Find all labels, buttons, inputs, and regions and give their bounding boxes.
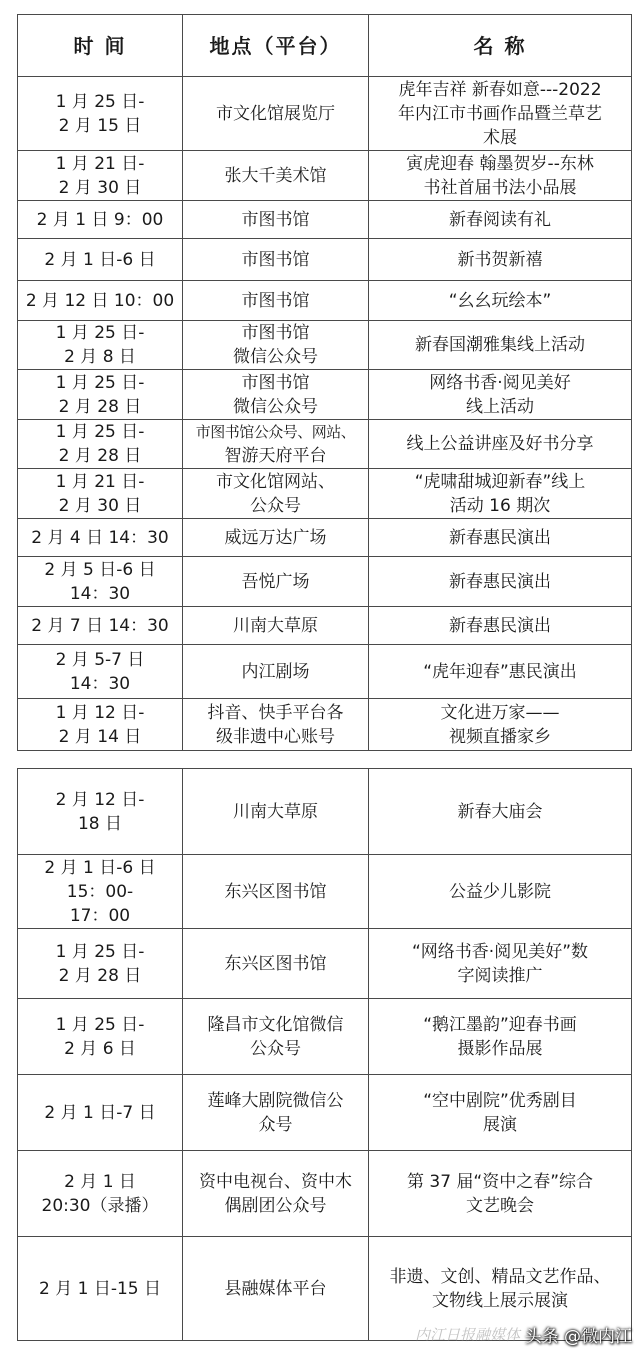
- cell-line: 资中电视台、资中木: [199, 1171, 352, 1192]
- cell-place: [183, 519, 369, 557]
- cell-line: 14：30: [69, 583, 131, 604]
- header-time: 时 间: [18, 15, 183, 77]
- cell-line: 2 月 28 日: [58, 396, 142, 417]
- cell-place: [183, 420, 369, 469]
- table-row: [18, 557, 632, 607]
- cell-line: 川南大草原: [233, 615, 318, 636]
- cell-place: [183, 557, 369, 607]
- cell-line: 2 月 1 日-7 日: [44, 1102, 156, 1123]
- cell-line: 20:30（录播）: [41, 1195, 159, 1216]
- cell-line: 众号: [258, 1114, 293, 1135]
- cell-name: [369, 201, 632, 239]
- cell-line: 2 月 1 日-6 日: [44, 857, 156, 878]
- cell-line: 2 月 12 日-: [55, 789, 145, 810]
- cell-line: 新春阅读有礼: [449, 209, 551, 230]
- table-row: [18, 201, 632, 239]
- cell-line: 文化进万家——: [440, 702, 560, 723]
- cell-place: [183, 1151, 369, 1237]
- cell-line: 新春惠民演出: [449, 527, 551, 548]
- cell-name: [369, 855, 632, 929]
- cell-name: [369, 469, 632, 519]
- cell-time: [18, 420, 183, 469]
- cell-line: 2 月 12 日 10：00: [25, 290, 175, 311]
- cell-name: [369, 321, 632, 370]
- cell-time: [18, 1075, 183, 1151]
- cell-place: [183, 769, 369, 855]
- cell-line: 摄影作品展: [457, 1038, 543, 1059]
- cell-name: [369, 239, 632, 281]
- cell-line: 17：00: [69, 905, 131, 926]
- events-table-2: [17, 768, 632, 1341]
- header-place: 地点（平台）: [183, 15, 369, 77]
- cell-name: [369, 999, 632, 1075]
- cell-time: [18, 281, 183, 321]
- cell-line: 2 月 6 日: [64, 1038, 136, 1059]
- cell-line: 微信公众号: [233, 347, 318, 367]
- cell-name: [369, 370, 632, 420]
- cell-line: 2 月 8 日: [64, 347, 136, 367]
- cell-line: 1 月 21 日-: [55, 471, 145, 492]
- table-row: [18, 469, 632, 519]
- cell-time: [18, 1237, 183, 1341]
- cell-line: 2 月 28 日: [58, 965, 142, 986]
- cell-line: 展演: [483, 1114, 517, 1135]
- cell-place: [183, 607, 369, 645]
- cell-line: 2 月 15 日: [58, 115, 142, 136]
- cell-line: 威远万达广场: [224, 527, 327, 548]
- cell-line: 1 月 25 日-: [55, 1014, 145, 1035]
- cell-time: [18, 929, 183, 999]
- cell-line: 张大千美术馆: [224, 165, 327, 186]
- cell-time: [18, 201, 183, 239]
- cell-line: 线上公益讲座及好书分享: [406, 434, 594, 454]
- cell-line: “虎年迎春”惠民演出: [423, 661, 577, 682]
- cell-line: 2 月 4 日 14：30: [31, 527, 169, 548]
- table-row: [18, 519, 632, 557]
- table-row: [18, 370, 632, 420]
- cell-line: 市图书馆: [241, 372, 310, 393]
- cell-line: 2 月 30 日: [58, 177, 142, 198]
- table-row: [18, 607, 632, 645]
- cell-place: [183, 999, 369, 1075]
- cell-line: 第 37 届“资中之春”综合: [406, 1171, 594, 1192]
- cell-line: 2 月 14 日: [58, 726, 142, 747]
- cell-time: [18, 239, 183, 281]
- cell-place: [183, 929, 369, 999]
- cell-time: [18, 370, 183, 420]
- cell-line: 微信公众号: [233, 396, 318, 417]
- cell-line: 18 日: [77, 813, 123, 834]
- cell-line: 吾悦广场: [241, 571, 310, 592]
- cell-line: 2 月 7 日 14：30: [31, 615, 169, 636]
- cell-line: 新春大庙会: [457, 801, 543, 822]
- cell-line: 隆昌市文化馆微信: [207, 1014, 344, 1035]
- cell-line: “网络书香·阅见美好”数: [411, 941, 589, 962]
- cell-place: [183, 469, 369, 519]
- cell-line: “幺幺玩绘本”: [448, 290, 552, 311]
- table-row: [18, 855, 632, 929]
- cell-line: 市文化馆网站、: [216, 471, 335, 492]
- cell-line: 智游天府平台: [224, 446, 327, 466]
- cell-line: “虎啸甜城迎新春”线上: [414, 471, 586, 492]
- cell-line: 内江剧场: [241, 661, 310, 682]
- cell-place: [183, 1237, 369, 1341]
- cell-time: [18, 855, 183, 929]
- cell-line: 年内江市书画作品暨兰草艺: [398, 103, 602, 124]
- cell-line: 市文化馆展览厅: [216, 103, 335, 124]
- cell-line: 活动 16 期次: [449, 495, 551, 516]
- cell-line: 新春惠民演出: [449, 571, 551, 592]
- table-row: [18, 321, 632, 370]
- cell-name: [369, 1075, 632, 1151]
- cell-name: [369, 519, 632, 557]
- cell-name: [369, 929, 632, 999]
- cell-line: 1 月 25 日-: [55, 323, 145, 343]
- cell-name: [369, 557, 632, 607]
- table-row: [18, 151, 632, 201]
- cell-time: [18, 645, 183, 699]
- watermark-label: 头条 @微内江: [524, 1327, 632, 1347]
- cell-line: 字阅读推广: [457, 965, 543, 986]
- table-2-body: [18, 769, 632, 1341]
- cell-line: 级非遗中心账号: [216, 726, 335, 747]
- cell-place: [183, 281, 369, 321]
- cell-time: [18, 519, 183, 557]
- cell-line: 东兴区图书馆: [224, 953, 327, 974]
- cell-place: [183, 201, 369, 239]
- table-row: [18, 1151, 632, 1237]
- cell-place: [183, 855, 369, 929]
- table-row: [18, 239, 632, 281]
- cell-time: [18, 769, 183, 855]
- cell-place: [183, 321, 369, 370]
- cell-time: [18, 151, 183, 201]
- cell-line: 1 月 21 日-: [55, 153, 145, 174]
- cell-line: 书社首届书法小品展: [423, 177, 577, 198]
- cell-time: [18, 321, 183, 370]
- cell-place: [183, 151, 369, 201]
- header-row: [18, 15, 632, 77]
- cell-name: [369, 769, 632, 855]
- cell-line: 县融媒体平台: [224, 1278, 327, 1299]
- cell-line: “空中剧院”优秀剧目: [423, 1090, 577, 1111]
- table-row: [18, 420, 632, 469]
- cell-place: [183, 1075, 369, 1151]
- cell-name: [369, 420, 632, 469]
- cell-time: [18, 1151, 183, 1237]
- cell-name: [369, 699, 632, 751]
- table-row: [18, 645, 632, 699]
- cell-line: 寅虎迎春 翰墨贺岁--东林: [406, 153, 594, 174]
- cell-time: [18, 77, 183, 151]
- table-1-body: [18, 77, 632, 751]
- cell-time: [18, 999, 183, 1075]
- cell-line: 公众号: [250, 495, 301, 516]
- cell-line: 14：30: [69, 673, 131, 694]
- cell-line: 视频直播家乡: [449, 726, 551, 747]
- cell-name: [369, 607, 632, 645]
- watermark-faint: 内江日报融媒体: [414, 1326, 520, 1344]
- cell-name: [369, 77, 632, 151]
- cell-time: [18, 699, 183, 751]
- cell-line: 市图书馆公众号、网站、: [195, 423, 356, 441]
- cell-time: [18, 607, 183, 645]
- cell-line: 1 月 25 日-: [55, 91, 145, 112]
- cell-line: 1 月 25 日-: [55, 372, 145, 393]
- cell-name: [369, 281, 632, 321]
- cell-line: 2 月 1 日: [64, 1171, 136, 1192]
- cell-line: 东兴区图书馆: [224, 881, 327, 902]
- cell-line: “鹅江墨韵”迎春书画: [423, 1014, 577, 1035]
- cell-line: 1 月 25 日-: [55, 941, 145, 962]
- cell-line: 2 月 30 日: [58, 495, 142, 516]
- cell-line: 非遗、文创、精品文艺作品、: [389, 1266, 611, 1287]
- events-table-1: [17, 14, 632, 751]
- cell-line: 2 月 5-7 日: [55, 649, 145, 670]
- cell-name: [369, 151, 632, 201]
- cell-line: 2 月 1 日-6 日: [44, 249, 156, 270]
- table-row: [18, 769, 632, 855]
- cell-place: [183, 239, 369, 281]
- header-name: 名 称: [369, 15, 632, 77]
- table-row: [18, 999, 632, 1075]
- cell-line: 市图书馆: [241, 209, 310, 230]
- cell-line: 川南大草原: [233, 801, 318, 822]
- cell-place: [183, 645, 369, 699]
- cell-line: 公益少儿影院: [449, 881, 551, 902]
- cell-place: [183, 370, 369, 420]
- cell-name: [369, 1151, 632, 1237]
- cell-time: [18, 557, 183, 607]
- cell-line: 2 月 1 日 9：00: [36, 209, 164, 230]
- cell-line: 术展: [483, 127, 517, 148]
- cell-line: 虎年吉祥 新春如意---2022: [398, 79, 602, 100]
- cell-name: [369, 645, 632, 699]
- table-row: [18, 281, 632, 321]
- cell-line: 1 月 12 日-: [55, 702, 145, 723]
- table-row: [18, 1075, 632, 1151]
- cell-line: 公众号: [250, 1038, 301, 1059]
- cell-line: 市图书馆: [241, 323, 310, 343]
- cell-place: [183, 77, 369, 151]
- cell-line: 新春国潮雅集线上活动: [415, 335, 585, 355]
- cell-line: 文物线上展示展演: [432, 1290, 568, 1311]
- cell-line: 抖音、快手平台各: [207, 702, 344, 723]
- cell-line: 2 月 1 日-15 日: [38, 1278, 161, 1299]
- cell-line: 线上活动: [466, 396, 534, 417]
- table-row: [18, 699, 632, 751]
- cell-line: 文艺晚会: [466, 1195, 534, 1216]
- cell-line: 1 月 25 日-: [55, 422, 145, 442]
- table-row: [18, 77, 632, 151]
- cell-line: 市图书馆: [241, 249, 310, 270]
- cell-line: 新书贺新禧: [457, 249, 543, 270]
- cell-line: 网络书香·阅见美好: [429, 372, 571, 393]
- cell-line: 市图书馆: [241, 290, 310, 311]
- cell-line: 莲峰大剧院微信公: [207, 1090, 344, 1111]
- cell-line: 2 月 28 日: [58, 446, 142, 466]
- cell-line: 偶剧团公众号: [224, 1195, 327, 1216]
- cell-line: 新春惠民演出: [449, 615, 551, 636]
- cell-line: 2 月 5 日-6 日: [44, 559, 156, 580]
- cell-line: 15：00-: [66, 881, 134, 902]
- cell-place: [183, 699, 369, 751]
- cell-time: [18, 469, 183, 519]
- table-row: [18, 929, 632, 999]
